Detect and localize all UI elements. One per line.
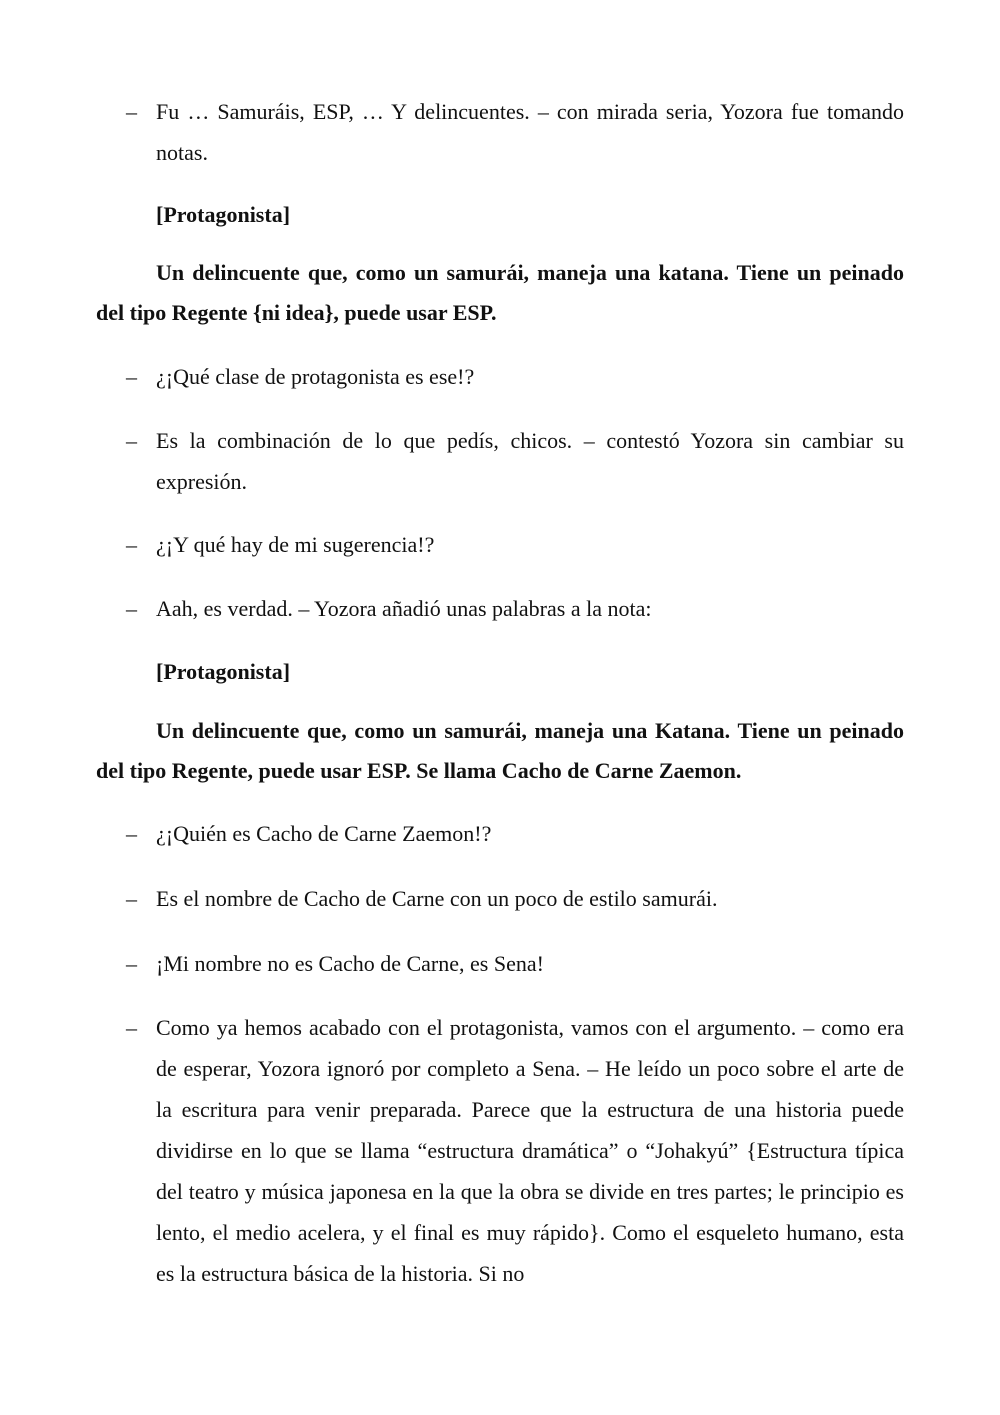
dialogue-dash: – [126, 1015, 137, 1040]
dialogue-text: Fu … Samuráis, ESP, … Y delincuentes. – con mirada seria, Yozora fue tomando notas. [156, 99, 904, 165]
dialogue-line [126, 943, 904, 984]
dialogue-line [126, 813, 904, 854]
dialogue-text: ¿¡Qué clase de protagonista es ese!? [156, 364, 475, 389]
dialogue-text: Es la combinación de lo que pedís, chicos. – contestó Yozora sin cambiar su expresión. [156, 428, 904, 494]
dialogue-dash: – [126, 886, 137, 911]
note-body: Un delincuente que, como un samurái, maneja una katana. Tiene un peinado del tipo Regente {ni idea}, puede usar ESP. [96, 260, 904, 325]
dialogue-dash: – [126, 532, 137, 557]
dialogue-dash: – [126, 596, 137, 621]
note-body: Un delincuente que, como un samurái, maneja una Katana. Tiene un peinado del tipo Regente, puede usar ESP. Se llama Cacho de Carne Zaemon. [96, 718, 904, 783]
dialogue-dash: – [126, 428, 137, 453]
note-heading: [Protagonista] [156, 659, 291, 684]
note-heading: [Protagonista] [156, 202, 291, 227]
dialogue-line [126, 588, 904, 629]
dialogue-line [126, 356, 904, 397]
dialogue-dash: – [126, 821, 137, 846]
dialogue-line [126, 1007, 904, 1294]
dialogue-dash: – [126, 951, 137, 976]
dialogue-text: ¿¡Quién es Cacho de Carne Zaemon!? [156, 821, 492, 846]
dialogue-text: Aah, es verdad. – Yozora añadió unas palabras a la nota: [156, 596, 652, 621]
dialogue-line [126, 420, 904, 502]
dialogue-line [126, 91, 904, 173]
dialogue-line [126, 878, 904, 919]
dialogue-dash: – [126, 99, 137, 124]
dialogue-dash: – [126, 364, 137, 389]
dialogue-text: Como ya hemos acabado con el protagonista, vamos con el argumento. – como era de esperar, Yozora ignoró por completo a Sena. – He leído un poco sobre el arte de la escritura para venir preparada. Parece que la estructura de una historia puede dividirse en lo que se llama “estructura dramática” o “Johakyú” {Estructura típica del teatro y música japonesa en la que la obra se divide en tres partes; le principio es lento, el medio acelera, y el final es muy rápido}. Como el esqueleto humano, esta es la estructura básica de la historia. Si no [156, 1015, 904, 1286]
dialogue-line [126, 524, 904, 565]
dialogue-text: Es el nombre de Cacho de Carne con un poco de estilo samurái. [156, 886, 718, 911]
dialogue-text: ¿¡Y qué hay de mi sugerencia!? [156, 532, 435, 557]
dialogue-text: ¡Mi nombre no es Cacho de Carne, es Sena! [156, 951, 544, 976]
